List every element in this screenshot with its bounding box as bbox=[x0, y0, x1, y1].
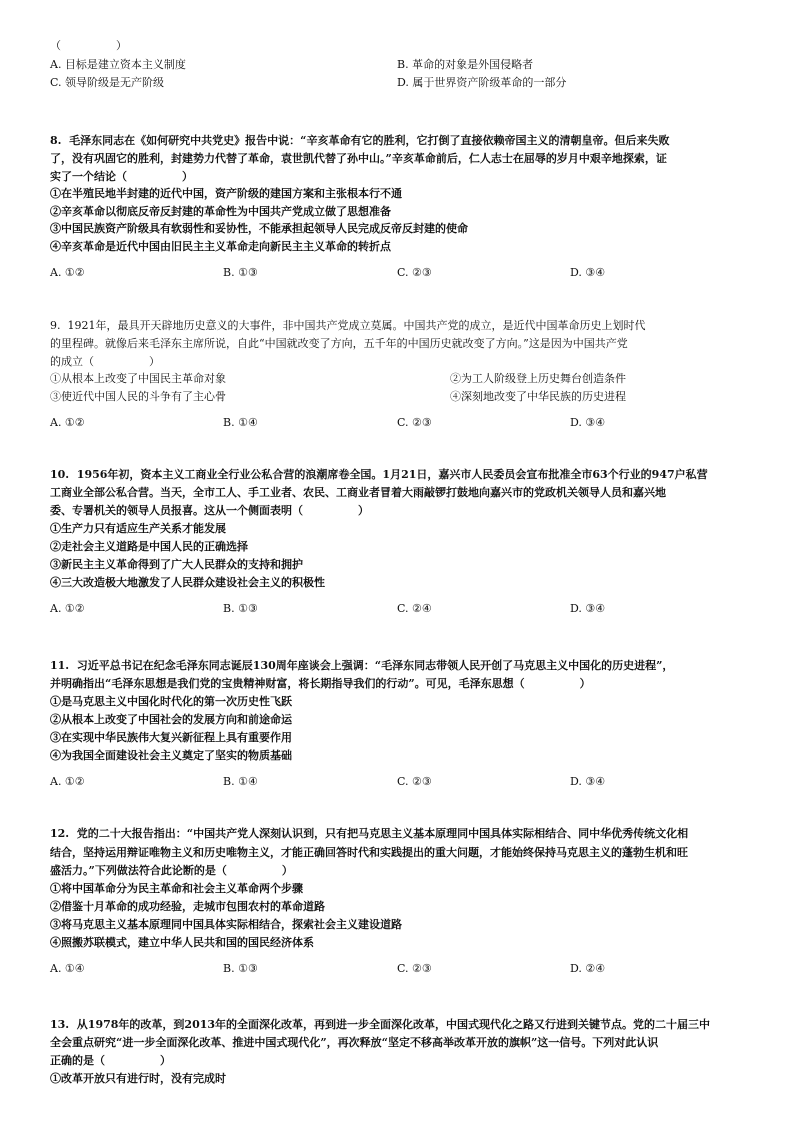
q10-item-2: ②走社会主义道路是中国人民的正确选择 bbox=[50, 540, 248, 553]
q13-stem-line-2: 全会重点研究“进一步全面深化改革、推进中国式现代化”，再次释放“坚定不移高举改革开放的旗帜”这一信号。下列对此认识 bbox=[50, 1036, 659, 1049]
q8-option-b[interactable]: B. ①③ bbox=[223, 266, 258, 279]
q9-option-b[interactable]: B. ①④ bbox=[223, 416, 258, 429]
q11-stem-line-1: 11. 习近平总书记在纪念毛泽东同志诞辰130周年座谈会上强调：“毛泽东同志带领人民开创了马克思主义中国化的历史进程”， bbox=[50, 659, 674, 672]
q11-option-a[interactable]: A. ①② bbox=[50, 775, 85, 788]
q7-option-b[interactable]: B. 革命的对象是外国侵略者 bbox=[397, 58, 534, 71]
q12-option-c[interactable]: C. ②③ bbox=[397, 962, 432, 975]
q10-item-4: ④三大改造极大地激发了人民群众建设社会主义的积极性 bbox=[50, 576, 325, 589]
q8-item-4: ④辛亥革命是近代中国由旧民主主义革命走向新民主主义革命的转折点 bbox=[50, 240, 391, 253]
q10-item-3: ③新民主主义革命得到了广大人民群众的支持和拥护 bbox=[50, 558, 303, 571]
q13-stem-line-3: 正确的是（ ） bbox=[50, 1054, 171, 1067]
q12-stem-line-2: 结合，坚持运用辩证唯物主义和历史唯物主义，才能正确回答时代和实践提出的重大问题，才能始终保持马克思主义的蓬勃生机和旺 bbox=[50, 846, 688, 859]
q8-item-2: ②辛亥革命以彻底反帝反封建的革命性为中国共产党成立做了思想准备 bbox=[50, 205, 391, 218]
q10-option-b[interactable]: B. ①③ bbox=[223, 602, 258, 615]
q10-option-c[interactable]: C. ②④ bbox=[397, 602, 432, 615]
q8-option-d[interactable]: D. ③④ bbox=[570, 266, 606, 279]
q12-item-3: ③将马克思主义基本原理同中国具体实际相结合，探索社会主义建设道路 bbox=[50, 918, 402, 931]
q9-stem-line-3: 的成立（ ） bbox=[50, 355, 160, 368]
q10-option-d[interactable]: D. ③④ bbox=[570, 602, 606, 615]
q12-option-b[interactable]: B. ①③ bbox=[223, 962, 258, 975]
q9-stem-line-1: 9. 1921年，最具开天辟地历史意义的大事件，非中国共产党成立莫属。中国共产党的成立，是近代中国革命历史上划时代 bbox=[50, 319, 646, 332]
q12-item-1: ①将中国革命分为民主革命和社会主义革命两个步骤 bbox=[50, 882, 303, 895]
q11-option-b[interactable]: B. ①④ bbox=[223, 775, 258, 788]
q7-option-d[interactable]: D. 属于世界资产阶级革命的一部分 bbox=[397, 76, 567, 89]
q9-item-3: ③使近代中国人民的斗争有了主心骨 bbox=[50, 390, 226, 403]
q12-item-4: ④照搬苏联模式，建立中华人民共和国的国民经济体系 bbox=[50, 936, 314, 949]
q7-blank: （ ） bbox=[50, 39, 127, 52]
q10-stem-line-1: 10. 1956年初，资本主义工商业全行业公私合营的浪潮席卷全国。1月21日，嘉兴市人民委员会宣布批准全市63个行业的947户私营 bbox=[50, 468, 708, 481]
q9-item-2: ②为工人阶级登上历史舞台创造条件 bbox=[450, 372, 626, 385]
q9-option-c[interactable]: C. ②③ bbox=[397, 416, 432, 429]
q9-item-1: ①从根本上改变了中国民主革命对象 bbox=[50, 372, 226, 385]
q10-option-a[interactable]: A. ①② bbox=[50, 602, 85, 615]
q11-item-1: ①是马克思主义中国化时代化的第一次历史性飞跃 bbox=[50, 695, 292, 708]
q8-option-c[interactable]: C. ②③ bbox=[397, 266, 432, 279]
q12-option-a[interactable]: A. ①④ bbox=[50, 962, 85, 975]
q8-stem-line-3: 实了一个结论（ ） bbox=[50, 170, 193, 183]
q10-stem-line-2: 工商业全部公私合营。当天，全市工人、手工业者、农民、工商业者冒着大雨敲锣打鼓地向嘉兴市的党政机关领导人员和嘉兴地 bbox=[50, 486, 666, 499]
q8-item-1: ①在半殖民地半封建的近代中国，资产阶级的建国方案和主张根本行不通 bbox=[50, 187, 402, 200]
q13-stem-line-1: 13. 从1978年的改革，到2013年的全面深化改革，再到进一步全面深化改革，中国式现代化之路又行进到关键节点。党的二十届三中 bbox=[50, 1018, 711, 1031]
q12-option-d[interactable]: D. ②④ bbox=[570, 962, 606, 975]
q12-stem-line-1: 12. 党的二十大报告指出：“中国共产党人深刻认识到，只有把马克思主义基本原理同中国具体实际相结合、同中华优秀传统文化相 bbox=[50, 827, 689, 840]
q11-option-c[interactable]: C. ②③ bbox=[397, 775, 432, 788]
q11-item-3: ③在实现中华民族伟大复兴新征程上具有重要作用 bbox=[50, 731, 292, 744]
q11-item-4: ④为我国全面建设社会主义奠定了坚实的物质基础 bbox=[50, 749, 292, 762]
q8-stem-line-1: 8. 毛泽东同志在《如何研究中共党史》报告中说：“辛亥革命有它的胜利，它打倒了直接依赖帝国主义的清朝皇帝。但后来失败 bbox=[50, 134, 670, 147]
q9-option-a[interactable]: A. ①② bbox=[50, 416, 85, 429]
q13-item-1: ①改革开放只有进行时，没有完成时 bbox=[50, 1072, 226, 1085]
q8-stem-line-2: 了，没有巩固它的胜利，封建势力代替了革命，袁世凯代替了孙中山。”辛亥革命前后，仁人志士在屈辱的岁月中艰辛地探索，证 bbox=[50, 152, 667, 165]
q7-option-a[interactable]: A. 目标是建立资本主义制度 bbox=[50, 58, 186, 71]
q9-option-d[interactable]: D. ③④ bbox=[570, 416, 606, 429]
q12-item-2: ②借鉴十月革命的成功经验，走城市包围农村的革命道路 bbox=[50, 900, 325, 913]
q10-stem-line-3: 委、专署机关的领导人员报喜。这从一个侧面表明（ ） bbox=[50, 504, 369, 517]
q8-item-3: ③中国民族资产阶级具有软弱性和妥协性，不能承担起领导人民完成反帝反封建的使命 bbox=[50, 222, 468, 235]
q8-option-a[interactable]: A. ①② bbox=[50, 266, 85, 279]
q11-option-d[interactable]: D. ③④ bbox=[570, 775, 606, 788]
q12-stem-line-3: 盛活力。”下列做法符合此论断的是（ ） bbox=[50, 864, 293, 877]
q9-stem-line-2: 的里程碑。就像后来毛泽东主席所说，自此“中国就改变了方向，五千年的中国历史就改变了方向。”这是因为中国共产党 bbox=[50, 337, 628, 350]
q9-item-4: ④深刻地改变了中华民族的历史进程 bbox=[450, 390, 626, 403]
q7-option-c[interactable]: C. 领导阶级是无产阶级 bbox=[50, 76, 165, 89]
q10-item-1: ①生产力只有适应生产关系才能发展 bbox=[50, 522, 226, 535]
q11-stem-line-2: 并明确指出“毛泽东思想是我们党的宝贵精神财富，将长期指导我们的行动”。可见，毛泽东思想（ ） bbox=[50, 677, 591, 690]
q11-item-2: ②从根本上改变了中国社会的发展方向和前途命运 bbox=[50, 713, 292, 726]
